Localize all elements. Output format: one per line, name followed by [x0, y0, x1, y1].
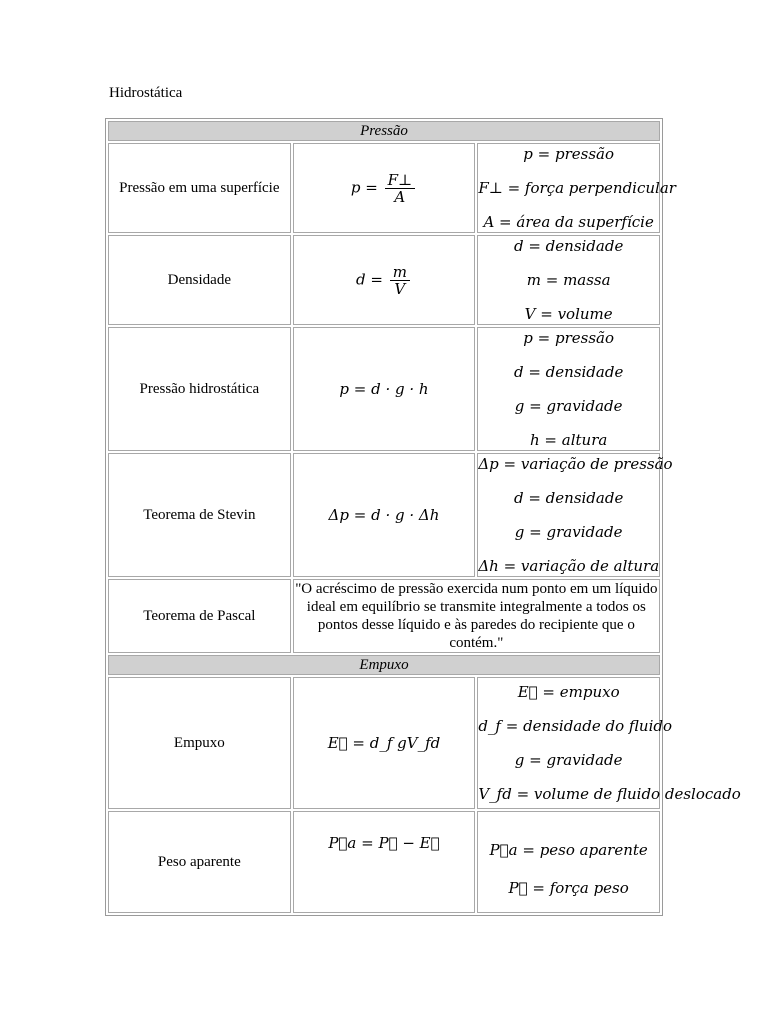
section-header-pressao: Pressão: [108, 121, 660, 141]
variable-definition: d = densidade: [513, 363, 624, 381]
formula-lhs: p =: [350, 178, 378, 196]
fraction: [390, 264, 410, 297]
pascal-statement: "O acréscimo de pressão exercida num ponto em um líquido ideal em equilíbrio se transmite integralmente a todos os pontos desse líquido e às paredes do recipiente que o contém.": [293, 579, 660, 653]
variable-definition: V = volume: [524, 305, 613, 323]
table-row: [108, 453, 660, 577]
variable-definition: d = densidade: [513, 237, 624, 255]
variable-list: [477, 453, 673, 577]
formula: [293, 235, 476, 325]
variable-definition: d_f = densidade do fluido: [478, 717, 672, 735]
table-row: [108, 235, 660, 325]
fraction-denominator: A: [394, 187, 406, 206]
formula: P⃗a = P⃗ − E⃗: [293, 811, 476, 913]
section-row-pressao: [108, 121, 660, 141]
row-name: Teorema de Stevin: [108, 453, 291, 577]
formula-lhs: d =: [356, 270, 383, 288]
variable-definition: P⃗ = força peso: [508, 879, 629, 897]
fraction-numerator: F⊥: [385, 172, 416, 189]
document-title: Hidrostática: [109, 85, 183, 101]
row-name: Empuxo: [108, 677, 291, 809]
table-row: [108, 327, 660, 451]
section-header-empuxo: Empuxo: [108, 655, 660, 675]
row-name: Pressão em uma superfície: [108, 143, 291, 233]
variable-list: [477, 235, 660, 325]
table-row: [108, 677, 660, 809]
variable-definition: P⃗a = peso aparente: [489, 841, 648, 859]
variable-definition: g = gravidade: [514, 397, 623, 415]
table-row: [108, 811, 660, 913]
variable-definition: g = gravidade: [514, 751, 623, 769]
variable-definition: p = pressão: [523, 145, 615, 163]
hydrostatics-table: [105, 118, 741, 916]
variable-definition: p = pressão: [523, 329, 615, 347]
variable-definition: h = altura: [530, 431, 608, 449]
variable-definition: Δh = variação de altura: [478, 557, 660, 575]
table-row: [108, 143, 660, 233]
variable-list: [477, 677, 741, 809]
formula: [293, 143, 476, 233]
fraction-numerator: m: [390, 264, 410, 281]
variable-list: [477, 143, 676, 233]
formula: E⃗ = d_f gV_fd: [293, 677, 476, 809]
variable-definition: d = densidade: [513, 489, 624, 507]
table-row: [108, 579, 660, 653]
variable-definition: F⊥ = força perpendicular: [478, 179, 676, 197]
variable-definition: V_fd = volume de fluido deslocado: [478, 785, 741, 803]
variable-definition: Δp = variação de pressão: [478, 455, 673, 473]
fraction: [385, 172, 416, 205]
variable-list: [477, 327, 660, 451]
formula: Δp = d · g · Δh: [293, 453, 476, 577]
row-name: Peso aparente: [108, 811, 291, 913]
row-name: Pressão hidrostática: [108, 327, 291, 451]
variable-list: [477, 811, 660, 913]
variable-definition: m = massa: [526, 271, 611, 289]
formula: p = d · g · h: [293, 327, 476, 451]
variable-definition: g = gravidade: [514, 523, 623, 541]
section-row-empuxo: [108, 655, 660, 675]
fraction-denominator: V: [394, 279, 406, 298]
variable-definition: A = área da superfície: [483, 213, 654, 231]
row-name: Teorema de Pascal: [108, 579, 291, 653]
row-name: Densidade: [108, 235, 291, 325]
variable-definition: E⃗ = empuxo: [517, 683, 620, 701]
